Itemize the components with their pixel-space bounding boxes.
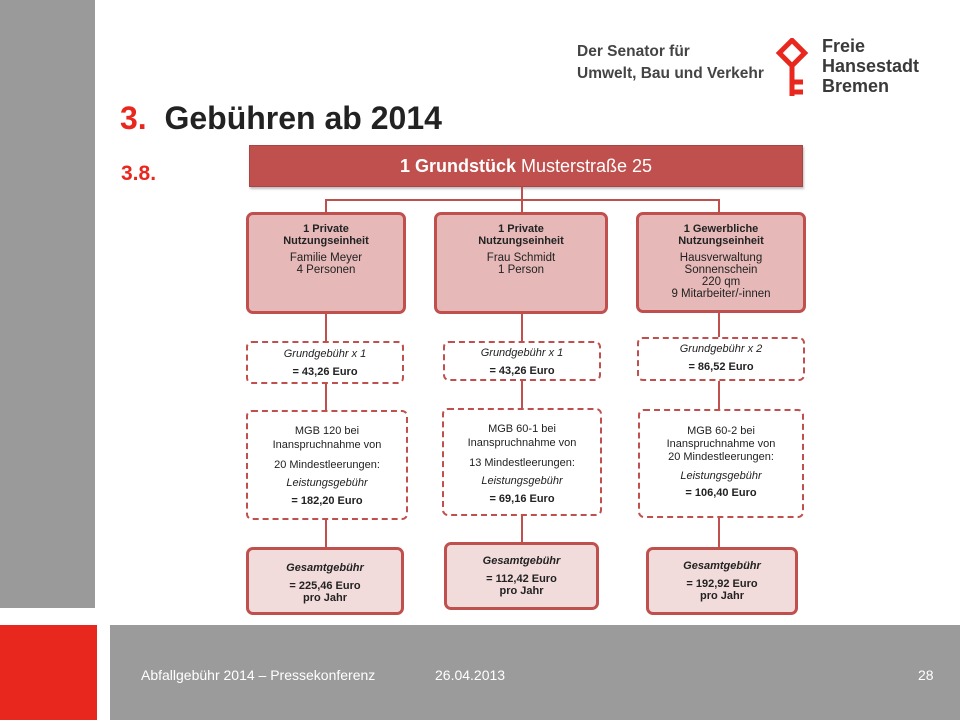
senator-text	[577, 41, 764, 85]
mgb-line: MGB 120 bei	[294, 425, 360, 437]
connector-v	[325, 312, 327, 342]
total-fee-suffix: pro Jahr	[499, 585, 544, 597]
total-fee-suffix: pro Jahr	[699, 590, 744, 602]
service-fee-value: = 182,20 Euro	[291, 495, 363, 507]
mgb-line: 13 Mindestleerungen:	[469, 457, 575, 469]
unit-box-2	[434, 212, 608, 314]
unit-box-1	[246, 212, 406, 314]
total-fee-label: Gesamtgebühr	[683, 560, 761, 572]
total-fee-value: = 225,46 Euro	[289, 580, 361, 592]
property-header-box	[249, 145, 803, 187]
base-fee-value: = 43,26 Euro	[489, 365, 555, 377]
connector-v	[325, 383, 327, 411]
unit-detail-line: 220 qm	[701, 276, 741, 288]
total-fee-value: = 192,92 Euro	[686, 578, 758, 590]
total-fee-box-3	[646, 547, 798, 615]
unit-detail-line: Familie Meyer	[289, 252, 363, 264]
bremen-line-3: Bremen	[822, 76, 890, 96]
senator-line-2: Umwelt, Bau und Verkehr	[577, 65, 764, 82]
service-fee-box-2	[442, 408, 602, 516]
unit-detail-line: 9 Mitarbeiter/-innen	[671, 288, 771, 300]
section-number: 3.8.	[121, 162, 157, 185]
service-fee-box-1	[246, 410, 408, 520]
connector-v	[718, 312, 720, 338]
mgb-line: 20 Mindestleerungen:	[274, 459, 380, 471]
mgb-line: Inanspruchnahme von	[467, 437, 577, 449]
connector-v	[718, 380, 720, 410]
mgb-line: Inanspruchnahme von	[272, 439, 382, 451]
mgb-line: MGB 60-1 bei	[488, 423, 556, 435]
service-fee-value: = 106,40 Euro	[685, 487, 757, 499]
senator-line-1: Der Senator für	[577, 43, 690, 60]
base-fee-label: Grundgebühr x 2	[679, 343, 763, 355]
base-fee-label: Grundgebühr x 1	[283, 348, 367, 360]
base-fee-box-2	[443, 341, 601, 381]
bremen-wordmark	[822, 36, 919, 96]
base-fee-label: Grundgebühr x 1	[480, 347, 564, 359]
unit-detail-line: Frau Schmidt	[486, 252, 556, 264]
total-fee-value: = 112,42 Euro	[486, 573, 557, 585]
base-fee-box-1	[246, 341, 404, 384]
unit-title-line: Nutzungseinheit	[478, 235, 564, 247]
unit-detail-line: 4 Personen	[296, 264, 356, 276]
footer-event-text: Abfallgebühr 2014 – Pressekonferenz	[141, 667, 376, 683]
connector-v	[718, 517, 720, 548]
connector-v	[521, 312, 523, 342]
total-fee-label: Gesamtgebühr	[482, 555, 561, 567]
title-number: 3.	[120, 100, 147, 136]
bremen-line-1: Freie	[822, 36, 866, 56]
unit-detail-line: Sonnenschein	[684, 264, 758, 276]
connector-v	[521, 515, 523, 543]
unit-detail-line: Hausverwaltung	[679, 252, 763, 264]
total-fee-box-2	[444, 542, 599, 610]
property-address: Musterstraße 25	[515, 156, 653, 176]
service-fee-box-3	[638, 409, 804, 518]
page-number: 28	[918, 667, 934, 683]
mgb-line: MGB 60-2 bei	[687, 425, 755, 437]
bremen-key-logo-icon	[775, 38, 817, 100]
unit-title-line: Nutzungseinheit	[283, 235, 369, 247]
connector-v	[521, 380, 523, 410]
left-decor-bar	[0, 0, 95, 608]
unit-title-line: 1 Private	[303, 223, 349, 235]
mgb-line: Inanspruchnahme von	[666, 438, 776, 450]
base-fee-value: = 43,26 Euro	[292, 366, 358, 378]
unit-detail-line: 1 Person	[497, 264, 545, 276]
unit-box-3	[636, 212, 806, 313]
connector-v	[325, 519, 327, 549]
total-fee-box-1	[246, 547, 404, 615]
footer-red-block	[0, 625, 97, 720]
unit-title-line: 1 Private	[498, 223, 544, 235]
title-text: Gebühren ab 2014	[164, 100, 442, 136]
page-title	[120, 100, 442, 137]
base-fee-box-3	[637, 337, 805, 381]
base-fee-value: = 86,52 Euro	[688, 361, 754, 373]
unit-title-line: Nutzungseinheit	[678, 235, 764, 247]
footer-date: 26.04.2013	[435, 667, 506, 683]
service-fee-label: Leistungsgebühr	[680, 470, 762, 482]
total-fee-label: Gesamtgebühr	[286, 562, 364, 574]
unit-title-line: 1 Gewerbliche	[683, 223, 759, 235]
service-fee-value: = 69,16 Euro	[489, 493, 555, 505]
service-fee-label: Leistungsgebühr	[481, 475, 563, 487]
total-fee-suffix: pro Jahr	[302, 592, 347, 604]
property-count: 1 Grundstück	[399, 156, 516, 176]
bremen-line-2: Hansestadt	[822, 56, 920, 76]
mgb-line: 20 Mindestleerungen:	[668, 451, 774, 463]
service-fee-label: Leistungsgebühr	[286, 477, 368, 489]
